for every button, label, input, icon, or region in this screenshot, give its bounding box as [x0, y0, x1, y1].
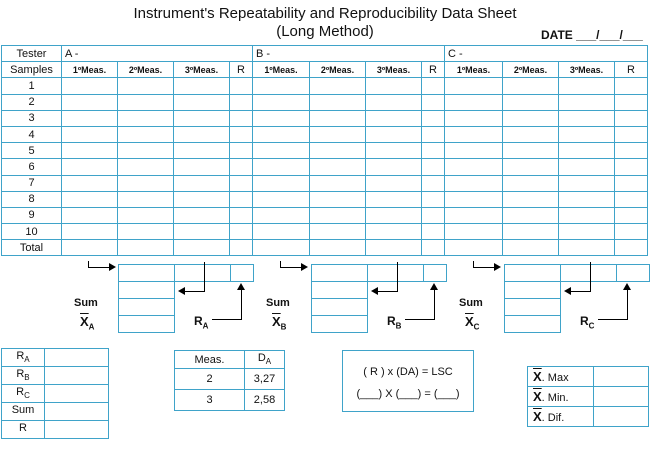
- measurement-cell[interactable]: [174, 126, 230, 142]
- measurement-cell[interactable]: [503, 175, 559, 191]
- sample-row: [2, 159, 648, 175]
- measurement-cell[interactable]: [422, 159, 445, 175]
- measurement-cell[interactable]: [253, 191, 310, 207]
- measurement-cell[interactable]: [174, 224, 230, 240]
- measurement-cell[interactable]: [253, 110, 310, 126]
- arrow-line: [397, 262, 398, 292]
- measurement-header: 3ºMeas.: [366, 62, 422, 78]
- total-cell[interactable]: [422, 240, 445, 256]
- measurement-cell[interactable]: [174, 78, 230, 94]
- meas-value: 3: [175, 390, 245, 411]
- range-label: [580, 314, 594, 330]
- measurement-cell[interactable]: [310, 175, 366, 191]
- sheet-subtitle: (Long Method): [276, 23, 374, 40]
- measurement-cell[interactable]: [445, 110, 503, 126]
- measurement-cell[interactable]: [615, 207, 648, 223]
- measurement-cell[interactable]: [230, 207, 253, 223]
- xbar-subscript: C: [473, 322, 480, 332]
- r-summary-table: [1, 348, 109, 439]
- measurement-cell[interactable]: [366, 224, 422, 240]
- sum-box[interactable]: [311, 264, 368, 282]
- sample-number: 10: [2, 224, 62, 240]
- total-cell[interactable]: [615, 240, 648, 256]
- measurement-cell[interactable]: [366, 207, 422, 223]
- range-letter: R: [387, 314, 396, 328]
- measurement-cell[interactable]: [422, 94, 445, 110]
- da-value: 2,58: [245, 390, 285, 411]
- total-cell[interactable]: [366, 240, 422, 256]
- measurement-cell[interactable]: [615, 159, 648, 175]
- sample-number: 8: [2, 191, 62, 207]
- lsc-blank[interactable]: (___) X (___) = (___): [356, 388, 460, 400]
- arrow-line: [570, 291, 591, 292]
- arrow-line: [204, 262, 205, 292]
- measurement-cell[interactable]: [118, 126, 174, 142]
- measurement-cell[interactable]: [559, 110, 615, 126]
- measurement-cell[interactable]: [62, 94, 118, 110]
- samples-label: Samples: [2, 62, 62, 78]
- sample-row: [2, 143, 648, 159]
- measurement-cell[interactable]: [615, 126, 648, 142]
- measurement-cell[interactable]: [615, 94, 648, 110]
- measurement-cell[interactable]: [118, 143, 174, 159]
- right-arrow-icon: [109, 263, 116, 271]
- sum-box[interactable]: [311, 281, 368, 299]
- r-summary-row: [2, 349, 109, 367]
- arrow-line: [88, 267, 110, 268]
- xbar-letter: $\overline{X}$: [272, 314, 281, 329]
- range-header: R: [230, 62, 253, 78]
- measurement-cell[interactable]: [253, 94, 310, 110]
- meas-value: 2: [175, 369, 245, 390]
- measurement-cell[interactable]: [503, 191, 559, 207]
- lsc-formula-box: [342, 350, 474, 412]
- arrow-line: [590, 262, 591, 292]
- measurement-cell[interactable]: [422, 175, 445, 191]
- measurement-cell[interactable]: [559, 78, 615, 94]
- measurement-cell[interactable]: [445, 143, 503, 159]
- measurement-header: 3ºMeas.: [559, 62, 615, 78]
- sum-box[interactable]: [311, 315, 368, 333]
- measurement-cell[interactable]: [445, 191, 503, 207]
- range-header: R: [615, 62, 648, 78]
- measurement-cell[interactable]: [559, 207, 615, 223]
- range-subscript: C: [588, 321, 595, 331]
- arrow-line: [280, 267, 302, 268]
- total-cell[interactable]: [118, 240, 174, 256]
- tester-label: Tester: [2, 46, 62, 62]
- measurement-cell[interactable]: [118, 175, 174, 191]
- measurement-header: 2ºMeas.: [118, 62, 174, 78]
- sum-box[interactable]: [504, 281, 561, 299]
- measurement-cell[interactable]: [230, 110, 253, 126]
- tester-name-field[interactable]: C -: [445, 46, 648, 62]
- r-summary-label: $R_A$: [2, 349, 45, 367]
- measurement-header: 1ºMeas.: [445, 62, 503, 78]
- measurement-cell[interactable]: [366, 191, 422, 207]
- r-summary-value[interactable]: [45, 349, 109, 367]
- measurement-header: 1ºMeas.: [62, 62, 118, 78]
- total-cell[interactable]: [559, 240, 615, 256]
- range-subscript: A: [202, 321, 209, 331]
- measurement-cell[interactable]: [615, 224, 648, 240]
- measurement-cell[interactable]: [310, 207, 366, 223]
- xbar-stats-table: [527, 366, 649, 427]
- up-arrow-icon: [623, 283, 631, 290]
- range-subscript: B: [395, 321, 402, 331]
- measurement-cell[interactable]: [503, 94, 559, 110]
- arrow-line: [598, 319, 628, 320]
- up-arrow-icon: [237, 283, 245, 290]
- measurement-cell[interactable]: [615, 143, 648, 159]
- r-summary-label: $R_B$: [2, 367, 45, 385]
- tester-name-field[interactable]: A -: [62, 46, 253, 62]
- measurement-cell[interactable]: [503, 224, 559, 240]
- sum-box[interactable]: [118, 315, 175, 333]
- measurement-cell[interactable]: [503, 159, 559, 175]
- right-arrow-icon: [301, 263, 308, 271]
- measurement-cell[interactable]: [615, 191, 648, 207]
- sum-box[interactable]: [118, 281, 175, 299]
- measurement-cell[interactable]: [62, 110, 118, 126]
- measurement-cell[interactable]: [445, 224, 503, 240]
- r-summary-row: [2, 403, 109, 421]
- meas-da-table: [174, 350, 285, 411]
- left-arrow-icon: [371, 287, 378, 295]
- sum-box[interactable]: [504, 315, 561, 333]
- measurement-cell[interactable]: [253, 207, 310, 223]
- sample-row: [2, 110, 648, 126]
- measurement-cell[interactable]: [445, 126, 503, 142]
- measurement-cell[interactable]: [253, 126, 310, 142]
- measurement-cell[interactable]: [118, 110, 174, 126]
- meas-header: Meas.: [175, 351, 245, 369]
- left-arrow-icon: [178, 287, 185, 295]
- right-arrow-icon: [494, 263, 501, 271]
- measurement-cell[interactable]: [559, 191, 615, 207]
- measurement-cell[interactable]: [174, 94, 230, 110]
- measurement-cell[interactable]: [174, 191, 230, 207]
- r-summary-value[interactable]: [45, 367, 109, 385]
- measurement-cell[interactable]: [174, 207, 230, 223]
- sample-number: 6: [2, 159, 62, 175]
- total-cell[interactable]: [503, 240, 559, 256]
- measurement-cell[interactable]: [253, 159, 310, 175]
- measurement-cell[interactable]: [366, 94, 422, 110]
- measurement-cell[interactable]: [62, 143, 118, 159]
- sum-label: Sum: [459, 297, 483, 309]
- r-summary-value[interactable]: [45, 403, 109, 421]
- measurement-cell[interactable]: [503, 110, 559, 126]
- measurement-cell[interactable]: [62, 78, 118, 94]
- xbar-subscript: A: [88, 322, 95, 332]
- xbar-stat-value[interactable]: [594, 407, 649, 427]
- xbar-letter: $\overline{X}$: [465, 314, 474, 329]
- range-letter: R: [194, 314, 203, 328]
- total-cell[interactable]: [310, 240, 366, 256]
- lsc-formula: ( R ) x (DA) = LSC: [363, 366, 453, 378]
- measurement-cell[interactable]: [422, 207, 445, 223]
- da-value: 3,27: [245, 369, 285, 390]
- range-sum-box[interactable]: [616, 264, 650, 282]
- measurement-cell[interactable]: [174, 175, 230, 191]
- measurement-cell[interactable]: [559, 143, 615, 159]
- total-cell[interactable]: [253, 240, 310, 256]
- measurement-cell[interactable]: [445, 78, 503, 94]
- measurement-cell[interactable]: [366, 110, 422, 126]
- r-summary-row: [2, 385, 109, 403]
- xbar-stat-label: $\overline{X}$. Min.: [528, 387, 594, 407]
- total-label: Total: [2, 240, 62, 256]
- arrow-line: [434, 289, 435, 319]
- measurement-cell[interactable]: [118, 224, 174, 240]
- measurement-cell[interactable]: [559, 159, 615, 175]
- total-cell[interactable]: [62, 240, 118, 256]
- sample-row: [2, 126, 648, 142]
- measurement-cell[interactable]: [118, 207, 174, 223]
- xbar-stat-row: [528, 407, 649, 427]
- sum-label: Sum: [266, 297, 290, 309]
- sum-box[interactable]: [504, 298, 561, 316]
- xbar-stat-value[interactable]: [594, 367, 649, 387]
- r-summary-row: [2, 367, 109, 385]
- measurement-cell[interactable]: [230, 175, 253, 191]
- measurement-cell[interactable]: [445, 175, 503, 191]
- measurement-cell[interactable]: [422, 78, 445, 94]
- measurement-cell[interactable]: [310, 78, 366, 94]
- measurement-cell[interactable]: [366, 143, 422, 159]
- measurement-cell[interactable]: [503, 207, 559, 223]
- arrow-line: [405, 319, 435, 320]
- measurement-cell[interactable]: [62, 175, 118, 191]
- measurement-cell[interactable]: [230, 224, 253, 240]
- measurement-cell[interactable]: [422, 143, 445, 159]
- sample-row: [2, 175, 648, 191]
- measurement-cell[interactable]: [559, 175, 615, 191]
- xbar-label: [465, 314, 479, 332]
- measurement-header: 2ºMeas.: [503, 62, 559, 78]
- xbar-stat-value[interactable]: [594, 387, 649, 407]
- measurement-cell[interactable]: [503, 126, 559, 142]
- range-sum-box[interactable]: [230, 264, 254, 282]
- measurement-cell[interactable]: [230, 94, 253, 110]
- measurement-cell[interactable]: [253, 175, 310, 191]
- sum-box[interactable]: [367, 264, 424, 282]
- xbar-subscript: B: [280, 322, 287, 332]
- sum-label: Sum: [74, 297, 98, 309]
- sample-row: [2, 78, 648, 94]
- measurement-cell[interactable]: [118, 191, 174, 207]
- r-summary-row: [2, 421, 109, 439]
- sample-number: 3: [2, 110, 62, 126]
- measurement-cell[interactable]: [503, 78, 559, 94]
- measurement-cell[interactable]: [230, 126, 253, 142]
- range-sum-box[interactable]: [423, 264, 447, 282]
- measurement-cell[interactable]: [366, 126, 422, 142]
- sample-number: 7: [2, 175, 62, 191]
- measurement-cell[interactable]: [559, 94, 615, 110]
- sample-row: [2, 207, 648, 223]
- r-summary-label: R: [2, 421, 45, 439]
- measurement-cell[interactable]: [62, 159, 118, 175]
- xbar-stat-label: $\overline{X}$. Dif.: [528, 407, 594, 427]
- sum-box[interactable]: [311, 298, 368, 316]
- measurement-cell[interactable]: [310, 191, 366, 207]
- measurement-cell[interactable]: [118, 159, 174, 175]
- sum-box[interactable]: [174, 264, 231, 282]
- total-cell[interactable]: [445, 240, 503, 256]
- measurement-cell[interactable]: [366, 78, 422, 94]
- measurement-cell[interactable]: [559, 224, 615, 240]
- measurement-cell[interactable]: [62, 207, 118, 223]
- sample-number: 5: [2, 143, 62, 159]
- measurement-cell[interactable]: [174, 159, 230, 175]
- up-arrow-icon: [430, 283, 438, 290]
- sample-number: 2: [2, 94, 62, 110]
- r-summary-value[interactable]: [45, 421, 109, 439]
- tester-name-field[interactable]: B -: [253, 46, 445, 62]
- arrow-line: [473, 267, 495, 268]
- measurement-cell[interactable]: [310, 224, 366, 240]
- sample-row: [2, 224, 648, 240]
- arrow-line: [212, 319, 242, 320]
- xbar-letter: $\overline{X}$: [80, 314, 89, 329]
- measurement-cell[interactable]: [366, 159, 422, 175]
- xbar-stat-row: [528, 387, 649, 407]
- measurement-cell[interactable]: [422, 110, 445, 126]
- measurement-cell[interactable]: [615, 78, 648, 94]
- da-header: $D_A$: [245, 351, 285, 369]
- measurement-header: 2ºMeas.: [310, 62, 366, 78]
- measurement-cell[interactable]: [310, 110, 366, 126]
- measurement-cell[interactable]: [559, 126, 615, 142]
- r-summary-label: Sum: [2, 403, 45, 421]
- arrow-line: [241, 289, 242, 319]
- measurement-cell[interactable]: [174, 143, 230, 159]
- sum-box[interactable]: [504, 264, 561, 282]
- measurement-grid: [1, 45, 648, 256]
- measurement-cell[interactable]: [615, 110, 648, 126]
- measurement-cell[interactable]: [174, 110, 230, 126]
- measurement-cell[interactable]: [310, 126, 366, 142]
- total-cell[interactable]: [174, 240, 230, 256]
- measurement-cell[interactable]: [366, 175, 422, 191]
- measurement-cell[interactable]: [310, 159, 366, 175]
- measurement-cell[interactable]: [422, 126, 445, 142]
- sum-box[interactable]: [560, 264, 617, 282]
- measurement-cell[interactable]: [615, 175, 648, 191]
- xbar-label: [80, 314, 94, 332]
- measurement-cell[interactable]: [445, 94, 503, 110]
- total-cell[interactable]: [230, 240, 253, 256]
- sample-number: 1: [2, 78, 62, 94]
- sample-row: [2, 191, 648, 207]
- r-summary-value[interactable]: [45, 385, 109, 403]
- left-arrow-icon: [564, 287, 571, 295]
- sum-box[interactable]: [118, 298, 175, 316]
- measurement-cell[interactable]: [503, 143, 559, 159]
- xbar-stat-row: [528, 367, 649, 387]
- range-label: [387, 314, 401, 330]
- measurement-cell[interactable]: [445, 159, 503, 175]
- sample-number: 9: [2, 207, 62, 223]
- r-summary-label: $R_C$: [2, 385, 45, 403]
- measurement-cell[interactable]: [422, 224, 445, 240]
- arrow-line: [184, 291, 205, 292]
- measurement-cell[interactable]: [118, 78, 174, 94]
- measurement-cell[interactable]: [253, 78, 310, 94]
- measurement-cell[interactable]: [310, 143, 366, 159]
- range-label: [194, 314, 208, 330]
- measurement-cell[interactable]: [230, 143, 253, 159]
- sample-number: 4: [2, 126, 62, 142]
- sum-box[interactable]: [118, 264, 175, 282]
- measurement-cell[interactable]: [230, 191, 253, 207]
- measurement-header: 3ºMeas.: [174, 62, 230, 78]
- measurement-header: 1ºMeas.: [253, 62, 310, 78]
- measurement-cell[interactable]: [118, 94, 174, 110]
- measurement-cell[interactable]: [230, 78, 253, 94]
- arrow-line: [377, 291, 398, 292]
- arrow-line: [627, 289, 628, 319]
- measurement-cell[interactable]: [445, 207, 503, 223]
- measurement-cell[interactable]: [62, 224, 118, 240]
- sample-row: [2, 94, 648, 110]
- date-field[interactable]: DATE ___/___/___: [541, 28, 643, 42]
- xbar-label: [272, 314, 286, 332]
- measurement-cell[interactable]: [62, 126, 118, 142]
- measurement-cell[interactable]: [310, 94, 366, 110]
- measurement-cell[interactable]: [422, 191, 445, 207]
- measurement-cell[interactable]: [253, 143, 310, 159]
- range-letter: R: [580, 314, 589, 328]
- measurement-cell[interactable]: [253, 224, 310, 240]
- sheet-title: Instrument's Repeatability and Reproducibility Data Sheet: [133, 5, 517, 22]
- measurement-cell[interactable]: [62, 191, 118, 207]
- measurement-cell[interactable]: [230, 159, 253, 175]
- xbar-stat-label: $\overline{X}$. Max: [528, 367, 594, 387]
- range-header: R: [422, 62, 445, 78]
